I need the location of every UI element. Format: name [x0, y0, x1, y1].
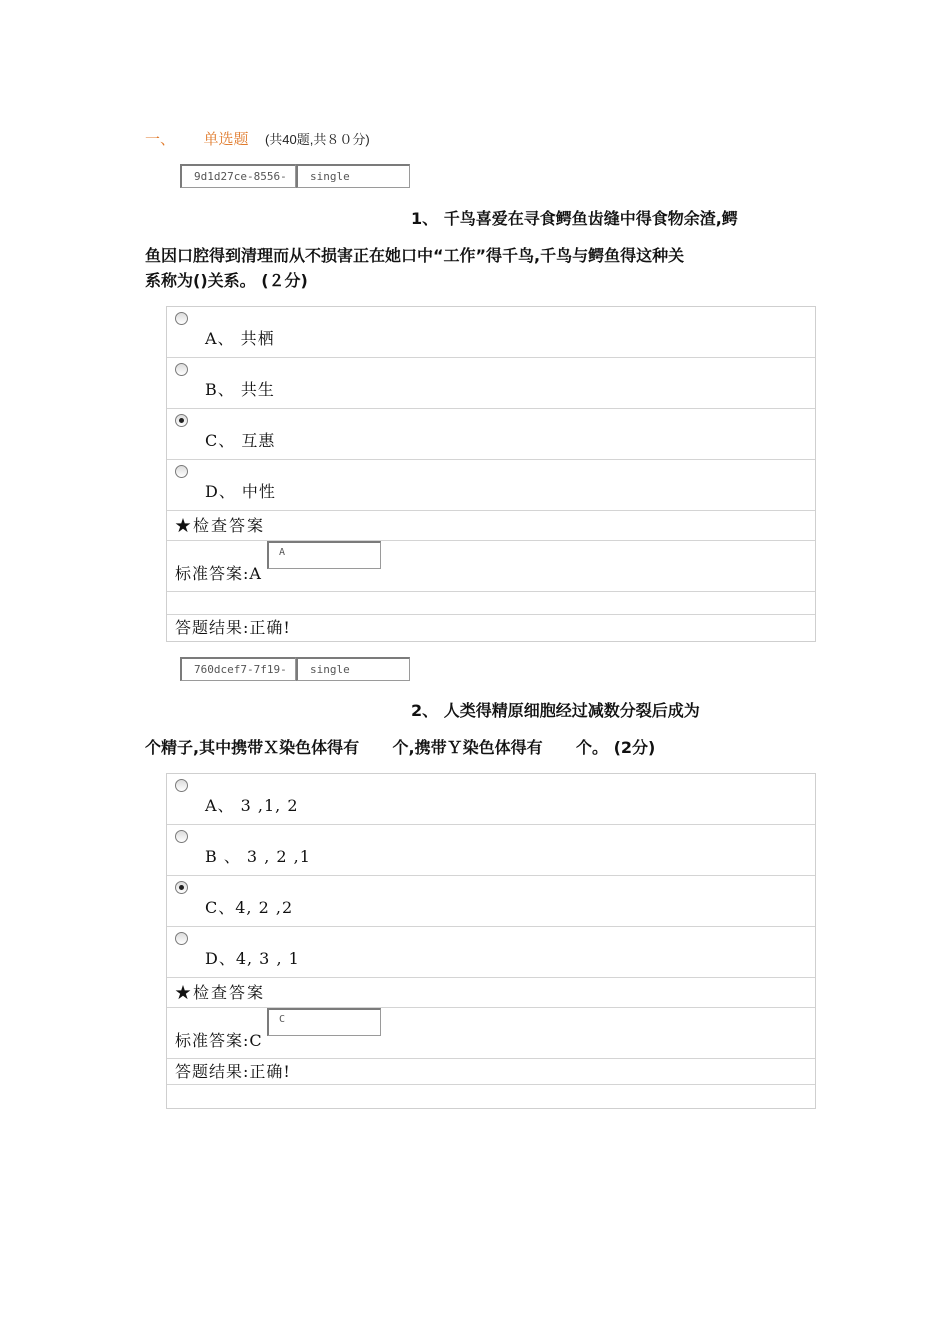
radio-button[interactable]	[175, 363, 188, 376]
option-label: A、 3 ,1, 2	[205, 796, 299, 815]
question-stem-line: 1、 千鸟喜爱在寻食鳄鱼齿缝中得食物余渣,鳄	[411, 209, 738, 228]
check-answer-link[interactable]: ★检查答案	[167, 511, 815, 541]
question-options-table	[166, 306, 816, 642]
section-number: 一、	[145, 131, 176, 148]
option-label: C、4, 2 ,2	[205, 898, 294, 917]
answer-input-box[interactable]: C	[267, 1008, 381, 1036]
question-options-table	[166, 773, 816, 1109]
option-row[interactable]	[167, 927, 815, 978]
question-stem-line: 个精子,其中携带Ｘ染色体得有 个,携带Ｙ染色体得有 个。 (2分)	[145, 738, 656, 757]
standard-answer-label: 标准答案:A	[175, 564, 262, 583]
question-id-field[interactable]: 9d1d27ce-8556-	[180, 164, 296, 188]
radio-button[interactable]	[175, 312, 188, 325]
option-row[interactable]	[167, 825, 815, 876]
question-id-box	[180, 657, 410, 681]
option-label: A、 共栖	[205, 329, 275, 348]
option-row[interactable]	[167, 409, 815, 460]
question-type-field[interactable]: single	[296, 164, 410, 188]
standard-answer-row	[167, 1008, 815, 1059]
question-stem-line: 系称为()关系。 (２分)	[145, 271, 308, 290]
option-label: D、4, 3 , 1	[205, 949, 300, 968]
section-meta: (共40题,共８０分)	[264, 132, 370, 147]
question-type-field[interactable]: single	[296, 657, 410, 681]
question-stem-line: 2、 人类得精原细胞经过减数分裂后成为	[411, 701, 700, 720]
option-row[interactable]	[167, 358, 815, 409]
section-heading	[145, 128, 370, 149]
standard-answer-label: 标准答案:C	[175, 1031, 263, 1050]
radio-button[interactable]	[175, 932, 188, 945]
answer-result: 答题结果:正确!	[175, 618, 291, 637]
answer-result: 答题结果:正确!	[167, 1059, 815, 1085]
radio-button-selected[interactable]	[175, 414, 188, 427]
radio-button[interactable]	[175, 830, 188, 843]
radio-button-selected[interactable]	[175, 881, 188, 894]
standard-answer-row	[167, 541, 815, 592]
option-row[interactable]	[167, 460, 815, 511]
option-row[interactable]	[167, 307, 815, 358]
section-title: 单选题	[203, 131, 249, 148]
option-row[interactable]	[167, 876, 815, 927]
question-stem-line: 鱼因口腔得到清理而从不损害正在她口中“工作”得千鸟,千鸟与鳄鱼得这种关	[145, 246, 685, 265]
option-label: B、 共生	[205, 380, 275, 399]
question-id-box	[180, 164, 410, 188]
option-label: D、 中性	[205, 482, 276, 501]
radio-button[interactable]	[175, 779, 188, 792]
radio-button[interactable]	[175, 465, 188, 478]
answer-input-box[interactable]: A	[267, 541, 381, 569]
option-label: B 、 3 , 2 ,1	[205, 847, 311, 866]
check-answer-link[interactable]: ★检查答案	[167, 978, 815, 1008]
option-label: C、 互惠	[205, 431, 276, 450]
blank-row	[167, 592, 815, 615]
question-id-field[interactable]: 760dcef7-7f19-	[180, 657, 296, 681]
option-row[interactable]	[167, 774, 815, 825]
blank-row	[167, 1085, 815, 1108]
